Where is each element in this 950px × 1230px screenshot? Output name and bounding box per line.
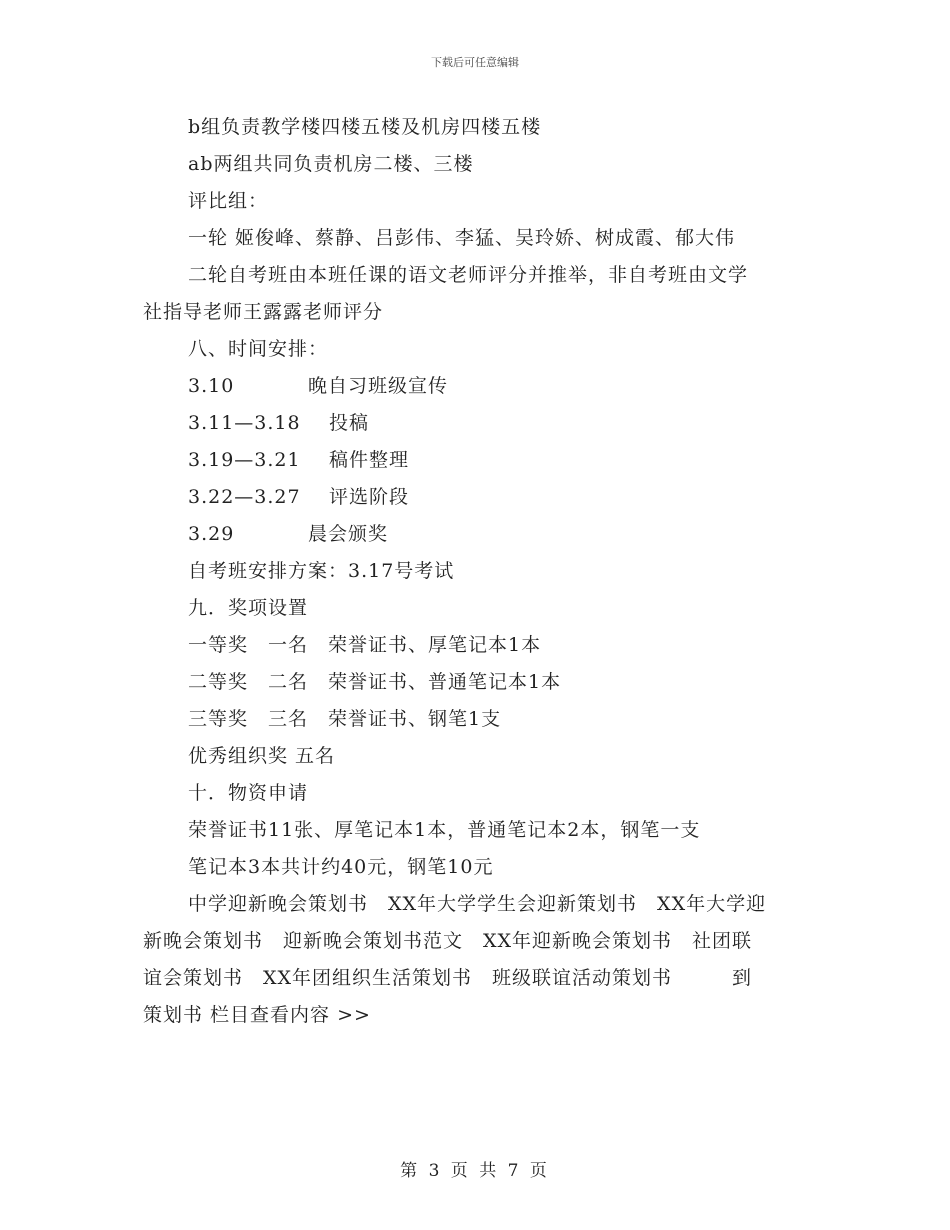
schedule-item: [188, 448, 410, 472]
schedule-item: [188, 522, 389, 546]
text-line: 社指导老师王露露老师评分: [143, 301, 384, 323]
related-links-line: 策划书 栏目查看内容 >>: [143, 1004, 371, 1026]
award-line: 二等奖 二名 荣誉证书、普通笔记本1本: [188, 671, 562, 693]
section-heading: 十．物资申请: [188, 782, 309, 804]
text-line: ab两组共同负责机房二楼、三楼: [188, 153, 474, 175]
text-line: 笔记本3本共计约40元，钢笔10元: [188, 856, 494, 878]
section-heading: 九．奖项设置: [188, 597, 309, 619]
page-footer: 第 3 页 共 7 页: [400, 1161, 550, 1181]
related-links-line: 新晚会策划书 迎新晚会策划书范文 XX年迎新晚会策划书 社团联: [143, 930, 753, 952]
schedule-date: 3.19—3.21: [188, 449, 301, 471]
schedule-task: 投稿: [329, 412, 370, 434]
page-header: 下载后可任意编辑: [431, 56, 519, 69]
text-line: 二轮自考班由本班任课的语文老师评分并推举，非自考班由文学: [188, 264, 749, 286]
section-heading: 八、时间安排：: [188, 338, 329, 360]
schedule-task: 晨会颁奖: [308, 523, 389, 545]
text-line: 评比组：: [188, 190, 269, 212]
text-line: 一轮 姬俊峰、蔡静、吕彭伟、李猛、吴玲娇、树成霞、郁大伟: [188, 227, 736, 249]
related-links-line: 中学迎新晚会策划书 XX年大学学生会迎新策划书 XX年大学迎: [188, 893, 767, 915]
schedule-date: 3.29: [188, 523, 235, 545]
schedule-item: [188, 485, 410, 509]
schedule-task: 评选阶段: [329, 486, 410, 508]
schedule-task: 晚自习班级宣传: [308, 375, 449, 397]
award-line: 三等奖 三名 荣誉证书、钢笔1支: [188, 708, 502, 730]
text-line: 自考班安排方案：3.17号考试: [188, 560, 455, 582]
schedule-date: 3.10: [188, 375, 235, 397]
award-line: 优秀组织奖 五名: [188, 745, 336, 767]
schedule-item: [188, 411, 370, 435]
schedule-date: 3.22—3.27: [188, 486, 301, 508]
related-links-line: 谊会策划书 XX年团组织生活策划书 班级联谊活动策划书 到: [143, 967, 753, 989]
text-line: 荣誉证书11张、厚笔记本1本，普通笔记本2本，钢笔一支: [188, 819, 701, 841]
schedule-item: [188, 374, 449, 398]
award-line: 一等奖 一名 荣誉证书、厚笔记本1本: [188, 634, 542, 656]
text-line: b组负责教学楼四楼五楼及机房四楼五楼: [188, 116, 542, 138]
schedule-date: 3.11—3.18: [188, 412, 301, 434]
schedule-task: 稿件整理: [329, 449, 410, 471]
